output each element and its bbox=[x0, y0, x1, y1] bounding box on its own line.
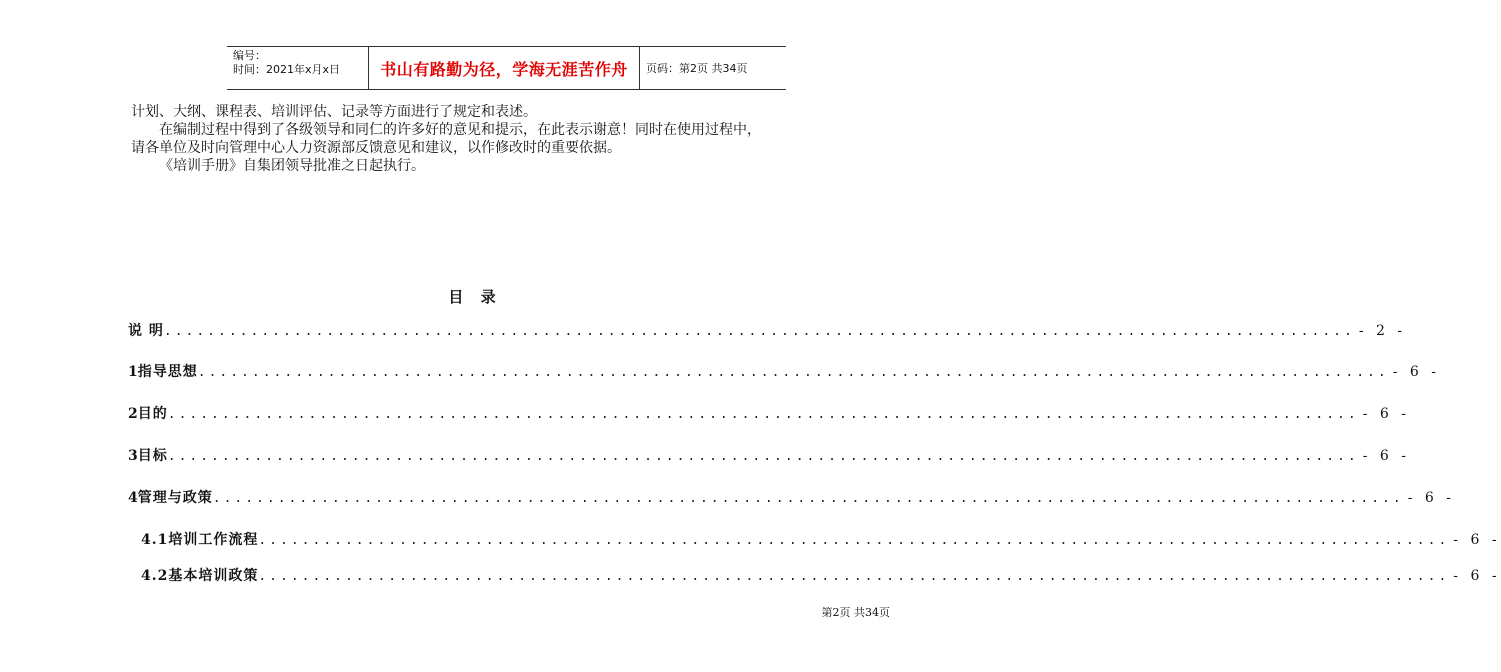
toc-entry[interactable] bbox=[128, 361, 1440, 381]
toc-leader-dots: .............................................................................................................. bbox=[167, 407, 1359, 422]
toc-entry[interactable] bbox=[141, 529, 1501, 549]
toc-entry[interactable] bbox=[128, 487, 1455, 507]
toc-entry-number: 3 bbox=[128, 448, 138, 464]
toc-entry-label: 4.1培训工作流程 bbox=[141, 532, 259, 548]
intro-text bbox=[131, 103, 891, 175]
toc-leader-dots: .............................................................................................................. bbox=[258, 569, 1450, 584]
toc-entry-page: - 6 - bbox=[1453, 568, 1501, 584]
toc-entry-label: 指导思想 bbox=[137, 364, 198, 380]
toc-leader-dots: .............................................................................................................. bbox=[258, 533, 1450, 548]
intro-line-4: 《培训手册》自集团领导批准之日起执行。 bbox=[159, 158, 425, 174]
toc-entry-label: 4.2基本培训政策 bbox=[141, 568, 259, 584]
intro-line-3: 请各单位及时向管理中心人力资源部反馈意见和建议，以作修改时的重要依据。 bbox=[131, 140, 621, 156]
intro-line-2: 在编制过程中得到了各级领导和同仁的许多好的意见和提示，在此表示谢意！同时在使用过程中， bbox=[159, 122, 761, 138]
toc-entry-page: - 6 - bbox=[1362, 406, 1410, 422]
toc-leader-dots: .............................................................................................................. bbox=[197, 365, 1389, 380]
toc-entry[interactable] bbox=[128, 403, 1410, 423]
toc-leader-dots: .............................................................................................................. bbox=[167, 449, 1359, 464]
toc-entry-page: - 6 - bbox=[1407, 490, 1455, 506]
document-date: 时间：2021年x月x日 bbox=[233, 63, 341, 76]
document-number-label: 编号： bbox=[233, 49, 266, 62]
toc-entry-page: - 6 - bbox=[1362, 448, 1410, 464]
toc-leader-dots: .............................................................................................................. bbox=[163, 324, 1355, 339]
toc-entry-label: 目标 bbox=[137, 448, 168, 464]
toc-entry-page: - 6 - bbox=[1392, 364, 1440, 380]
toc-entry-number: 1 bbox=[128, 364, 138, 380]
toc-entry-label: 管理与政策 bbox=[137, 490, 213, 506]
toc-entry-number: 2 bbox=[128, 406, 138, 422]
toc-entry-number: 4 bbox=[128, 490, 138, 506]
toc-entry-page: - 6 - bbox=[1453, 532, 1501, 548]
intro-line-1: 计划、大纲、课程表、培训评估、记录等方面进行了规定和表述。 bbox=[131, 104, 537, 120]
page-header bbox=[227, 46, 786, 90]
toc-entry[interactable] bbox=[128, 320, 1407, 340]
toc-entry-label: 说 明 bbox=[128, 323, 164, 339]
toc-entry[interactable] bbox=[128, 445, 1410, 465]
toc-entry-label: 目的 bbox=[137, 406, 168, 422]
toc-entry-page: - 2 - bbox=[1358, 323, 1407, 339]
toc-entry[interactable] bbox=[141, 565, 1501, 585]
header-meta bbox=[227, 47, 369, 89]
header-motto: 书山有路勤为径，学海无涯苦作舟 bbox=[369, 47, 640, 89]
toc-title: 目 录 bbox=[448, 288, 502, 306]
page-footer: 第2页 共34页 bbox=[821, 606, 890, 619]
toc-leader-dots: .............................................................................................................. bbox=[212, 491, 1404, 506]
header-page-info: 页码：第2页 共34页 bbox=[646, 62, 748, 75]
